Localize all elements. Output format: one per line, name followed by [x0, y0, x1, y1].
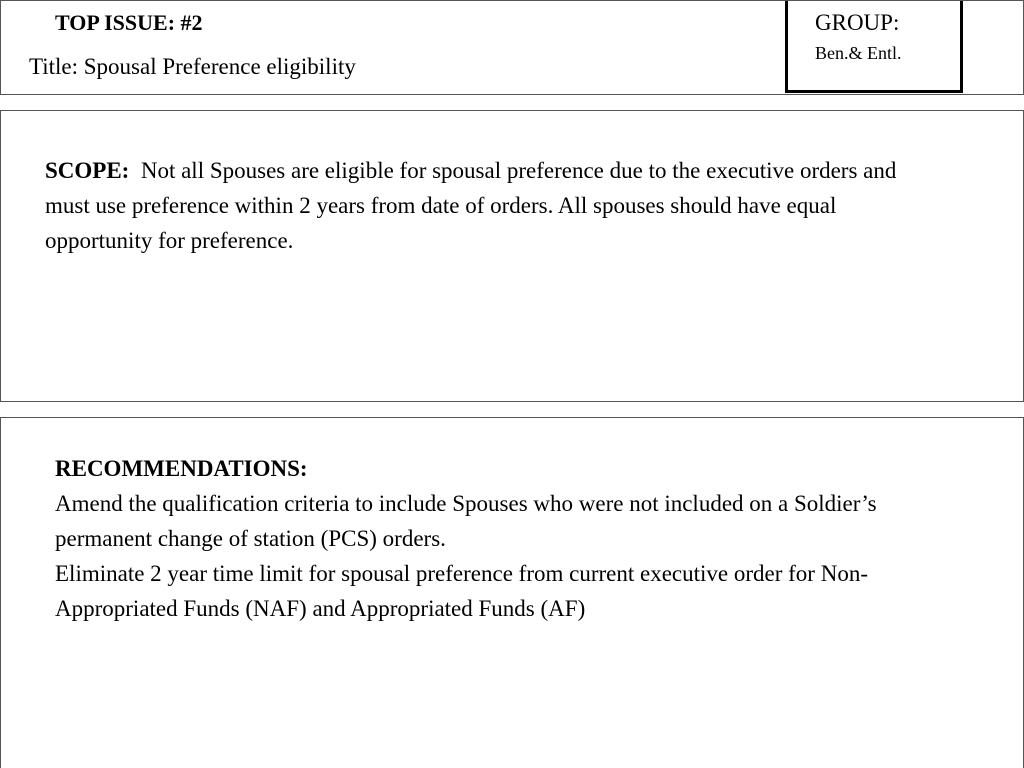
- recommendations-box: [0, 417, 1024, 768]
- recommendations-content: [55, 451, 935, 626]
- recommendations-label: RECOMMENDATIONS:: [55, 456, 308, 481]
- group-label: GROUP:: [815, 10, 900, 35]
- recommendation-item: Eliminate 2 year time limit for spousal preference from current executive order for Non-Appropriated Funds (NAF) and Appropriated Funds (AF): [55, 561, 868, 621]
- scope-label: SCOPE:: [45, 158, 130, 183]
- header-box: [0, 0, 1024, 95]
- scope-text: Not all Spouses are eligible for spousal preference due to the executive orders and must use preference within 2 years from date of orders. All spouses should have equal opportunity for preference.: [45, 158, 897, 253]
- scope-box: [0, 110, 1024, 402]
- group-value: Ben.& Entl.: [815, 43, 902, 63]
- recommendation-item: Amend the qualification criteria to include Spouses who were not included on a Soldier’s permanent change of station (PCS) orders.: [55, 491, 877, 551]
- scope-paragraph: [45, 153, 945, 258]
- top-issue-heading: TOP ISSUE: #2: [55, 10, 203, 35]
- issue-title: Title: Spousal Preference eligibility: [29, 54, 356, 79]
- group-box: [785, 1, 963, 93]
